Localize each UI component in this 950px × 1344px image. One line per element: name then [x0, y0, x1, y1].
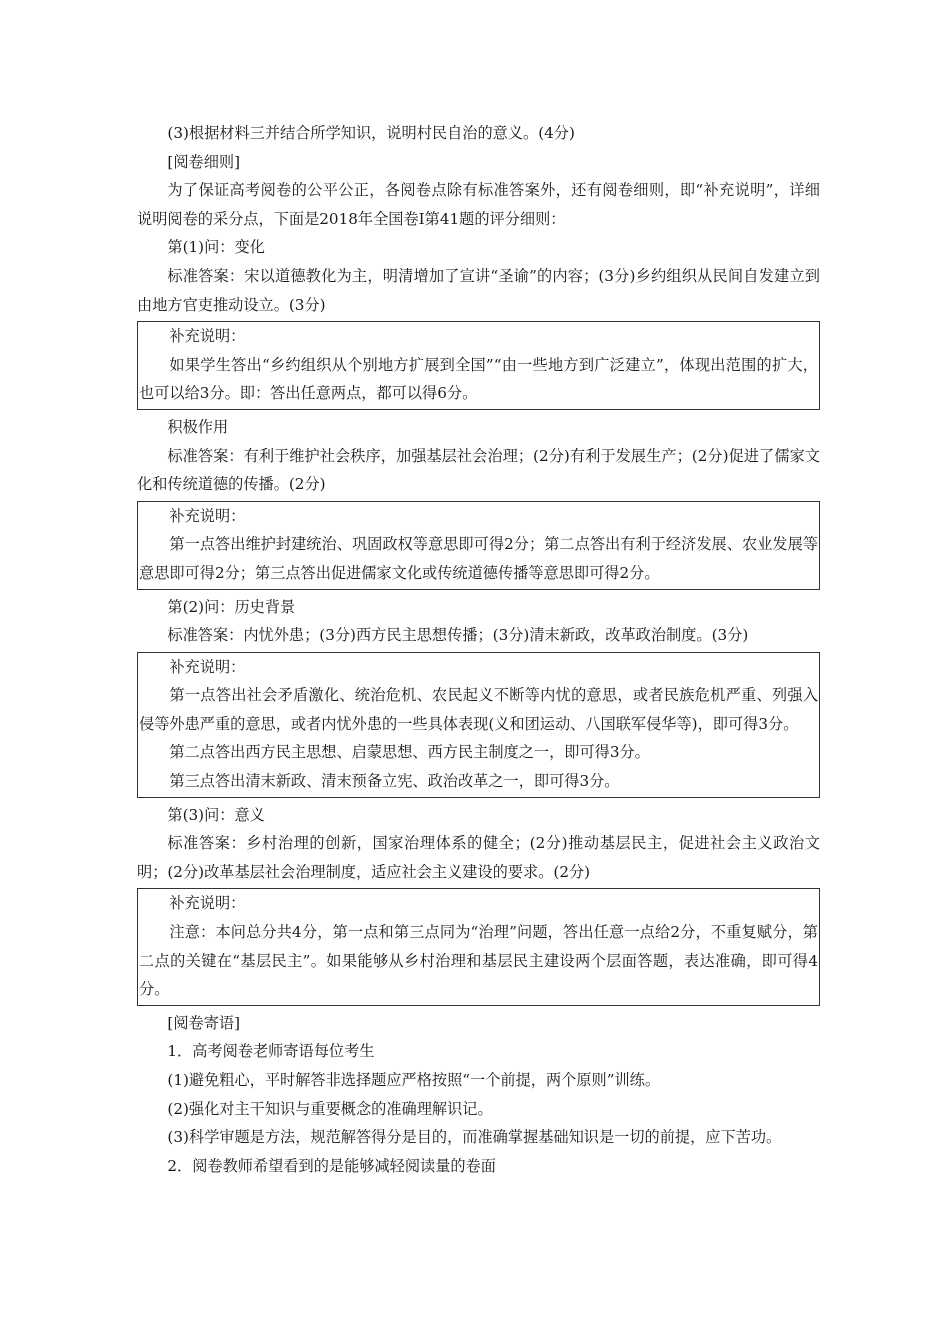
q2-standard-answer: 标准答案：内忧外患；(3分)西方民主思想传播；(3分)清末新政，改革政治制度。(3分)	[167, 626, 749, 645]
supplement-text: 注意：本问总分共4分，第一点和第三点同为“治理”问题，答出任意一点给2分，不重复赋分，第二点的关键在“基层民主”。如果能够从乡村治理和基层民主建设两个层面答题，表达准确，即可得4分。	[139, 923, 818, 999]
message-2-heading: 2．阅卷教师希望看到的是能够减轻阅读量的卷面	[167, 1156, 496, 1175]
q3-standard-answer: 标准答案：乡村治理的创新，国家治理体系的健全；(2分)推动基层民主，促进社会主义政治文明；(2分)改革基层社会治理制度，适应社会主义建设的要求。(2分)	[137, 834, 820, 881]
supplement-point-2: 第二点答出西方民主思想、启蒙思想、西方民主制度之一，即可得3分。	[169, 743, 650, 762]
q1-heading: 第(1)问：变化	[167, 238, 265, 257]
supplement-text: 第一点答出维护封建统治、巩固政权等意思即可得2分；第二点答出有利于经济发展、农业发展等意思即可得2分；第三点答出促进儒家文化或传统道德传播等意思即可得2分。	[139, 535, 818, 582]
supplement-title: 补充说明：	[169, 327, 246, 346]
q1-supplement-box	[137, 321, 820, 410]
q3-supplement-box	[137, 888, 820, 1005]
supplement-title: 补充说明：	[169, 657, 246, 676]
supplement-text: 如果学生答出“乡约组织从个别地方扩展到全国”“由一些地方到广泛建立”，体现出范围的扩大，也可以给3分。即：答出任意两点，都可以得6分。	[139, 355, 818, 403]
intro-paragraph: 为了保证高考阅卷的公平公正，各阅卷点除有标准答案外，还有阅卷细则，即“补充说明”，详细说明阅卷的采分点，下面是2018年全国卷Ⅰ第41题的评分细则：	[137, 181, 820, 228]
question-3-prompt: (3)根据材料三并结合所学知识，说明村民自治的意义。(4分)	[167, 124, 575, 142]
message-1-heading: 1．高考阅卷老师寄语每位考生	[167, 1042, 375, 1061]
q2-heading: 第(2)问：历史背景	[167, 597, 296, 616]
q2-supplement-box	[137, 652, 820, 798]
message-1-item: (1)避免粗心，平时解答非选择题应严格按照“一个前提，两个原则”训练。	[167, 1071, 661, 1089]
q1-heading-positive-role: 积极作用	[167, 417, 229, 436]
document-body	[137, 119, 820, 1180]
q1-standard-answer-2: 标准答案：有利于维护社会秩序，加强基层社会治理；(2分)有利于发展生产；(2分)促进了儒家文化和传统道德的传播。(2分)	[137, 446, 820, 494]
supplement-point-1: 第一点答出社会矛盾激化、统治危机、农民起义不断等内忧的意思，或者民族危机严重、列强入侵等外患严重的意思，或者内忧外患的一些具体表现(义和团运动、八国联军侵华等)，即可得3分。	[139, 686, 818, 733]
q1-supplement-box-2	[137, 501, 820, 590]
message-1-item: (2)强化对主干知识与重要概念的准确理解识记。	[167, 1099, 493, 1118]
section-heading-message: [阅卷寄语]	[167, 1013, 240, 1032]
supplement-title: 补充说明：	[169, 894, 246, 913]
q1-standard-answer: 标准答案：宋以道德教化为主，明清增加了宣讲“圣谕”的内容；(3分)乡约组织从民间自发建立到由地方官吏推动设立。(3分)	[137, 266, 820, 314]
section-heading-rules: [阅卷细则]	[167, 152, 240, 171]
q3-heading: 第(3)问：意义	[167, 805, 265, 824]
supplement-title: 补充说明：	[169, 506, 246, 525]
supplement-point-3: 第三点答出清末新政、清末预备立宪、政治改革之一，即可得3分。	[169, 772, 620, 791]
message-1-item: (3)科学审题是方法，规范解答得分是目的，而准确掌握基础知识是一切的前提，应下苦功。	[167, 1128, 782, 1147]
